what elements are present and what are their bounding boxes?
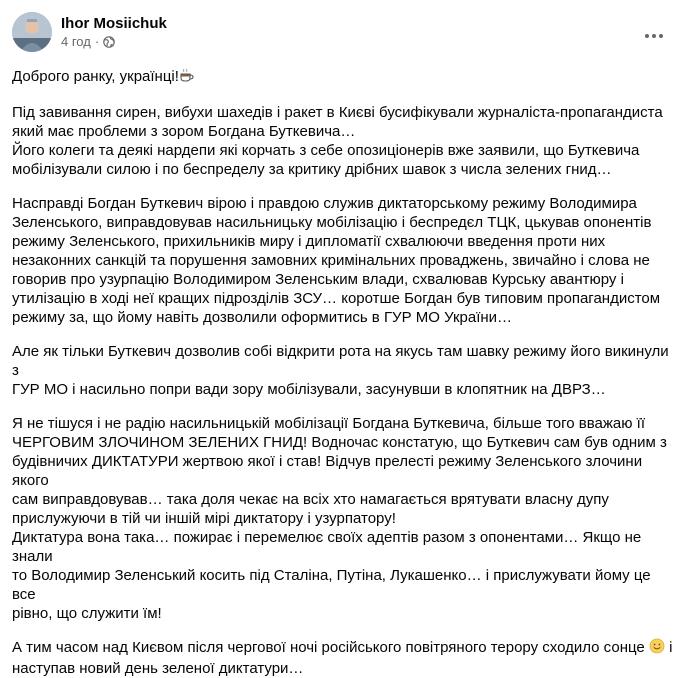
smiling-face-icon: [649, 638, 665, 659]
post-body: [12, 67, 676, 678]
post-subline: [61, 34, 167, 50]
paragraph-1-line: Його колеги та деякі нардепи які корчать з себе опозиціонерів вже заявили, що Буткевича: [12, 142, 640, 159]
paragraph-5-line: [12, 638, 676, 659]
paragraph-4: [12, 414, 676, 623]
paragraph-5: [12, 638, 676, 678]
paragraph-4-line: ЧЕРГОВИМ ЗЛОЧИНОМ ЗЕЛЕНИХ ГНИД! Водночас констатую, що Буткевич сам був одним з: [12, 434, 667, 451]
paragraph-2-line: незаконних санкцій та порушення замовних кримінальних проваджень, звичайно і слова не: [12, 252, 650, 269]
avatar-image: [12, 12, 52, 52]
paragraph-4-line: прислужуючи в тій чи іншій мірі диктатору і узурпатору!: [12, 510, 396, 527]
paragraph-1-line: Під завивання сирен, вибухи шахедів і ракет в Києві бусифікували журналіста-пропагандиста: [12, 104, 663, 121]
globe-icon[interactable]: [103, 36, 115, 48]
paragraph-1: [12, 103, 676, 179]
paragraph-1-line: який має проблеми з зором Богдана Буткевича…: [12, 123, 356, 140]
post-meta: [61, 14, 167, 50]
coffee-cup-icon: [179, 68, 195, 88]
paragraph-4-line: Диктатура вона така… пожирає і перемелює своїх адептів разом з опонентами… Якщо не знали: [12, 529, 642, 565]
post-options-button[interactable]: [636, 18, 672, 54]
paragraph-4-line: то Володимир Зеленський косить під Сталіна, Путіна, Лукашенко… і прислужувати йому це все: [12, 567, 651, 603]
paragraph-4-line: рівно, що служити їм!: [12, 605, 162, 622]
paragraph-2-line: утилізацію в ході неї кращих підрозділів ЗСУ… коротше Богдан був типовим пропагандистом: [12, 290, 661, 307]
paragraph-2-line: говорив про узурпацію Володимиром Зеленським влади, схвалював Курську авантюру і: [12, 271, 624, 288]
paragraph-3-line: ГУР МО і насильно попри вади зору мобілізували, засунувши в клопятник на ДВРЗ…: [12, 381, 606, 398]
greeting-paragraph: [12, 67, 676, 88]
author-name[interactable]: Ihor Mosiichuk: [61, 15, 167, 32]
paragraph-2-line: Насправді Богдан Буткевич вірою і правдою служив диктаторському режиму Володимира: [12, 195, 637, 212]
paragraph-5-text-end: і: [669, 639, 673, 656]
separator-dot: ·: [94, 34, 100, 49]
paragraph-4-line: Я не тішуся і не радію насильницькій мобілізації Богдана Буткевича, більше того вважаю її: [12, 415, 645, 432]
paragraph-2: [12, 194, 676, 327]
more-horizontal-icon: [644, 33, 664, 39]
post-header: [12, 10, 676, 54]
paragraph-2-line: режиму за, що йому навіть дозволили оформитись в ГУР МО України…: [12, 309, 513, 326]
avatar[interactable]: [12, 12, 52, 52]
paragraph-2-line: Зеленського, виправдовував насильницьку мобілізацію і беспредєл ТЦК, цькував опонентів: [12, 214, 652, 231]
paragraph-4-line: будівничих ДИКТАТУРИ жертвою якої і став! Відчув прелесті режиму Зеленського злочини якого: [12, 453, 643, 489]
paragraph-3: [12, 342, 676, 399]
post-timestamp[interactable]: 4 год: [61, 34, 91, 49]
greeting-text: Доброго ранку, українці!: [12, 68, 179, 85]
paragraph-4-line: сам виправдовував… така доля чекає на всіх хто намагається врятувати власну дупу: [12, 491, 609, 508]
paragraph-1-line: мобілізували силою і по беспределу за критику дрібних шавок з числа зелених гнид…: [12, 161, 612, 178]
paragraph-5-line: наступав новий день зеленої диктатури…: [12, 660, 304, 677]
paragraph-3-line: Але як тільки Буткевич дозволив собі відкрити рота на якусь там шавку режиму його викинули з: [12, 343, 669, 379]
paragraph-2-line: режиму Зеленського, прихильників миру і дипломатії схвалюючи введення проти них: [12, 233, 606, 250]
paragraph-5-text: А тим часом над Києвом після чергової ночі російського повітряного терору сходило сонце: [12, 639, 645, 656]
